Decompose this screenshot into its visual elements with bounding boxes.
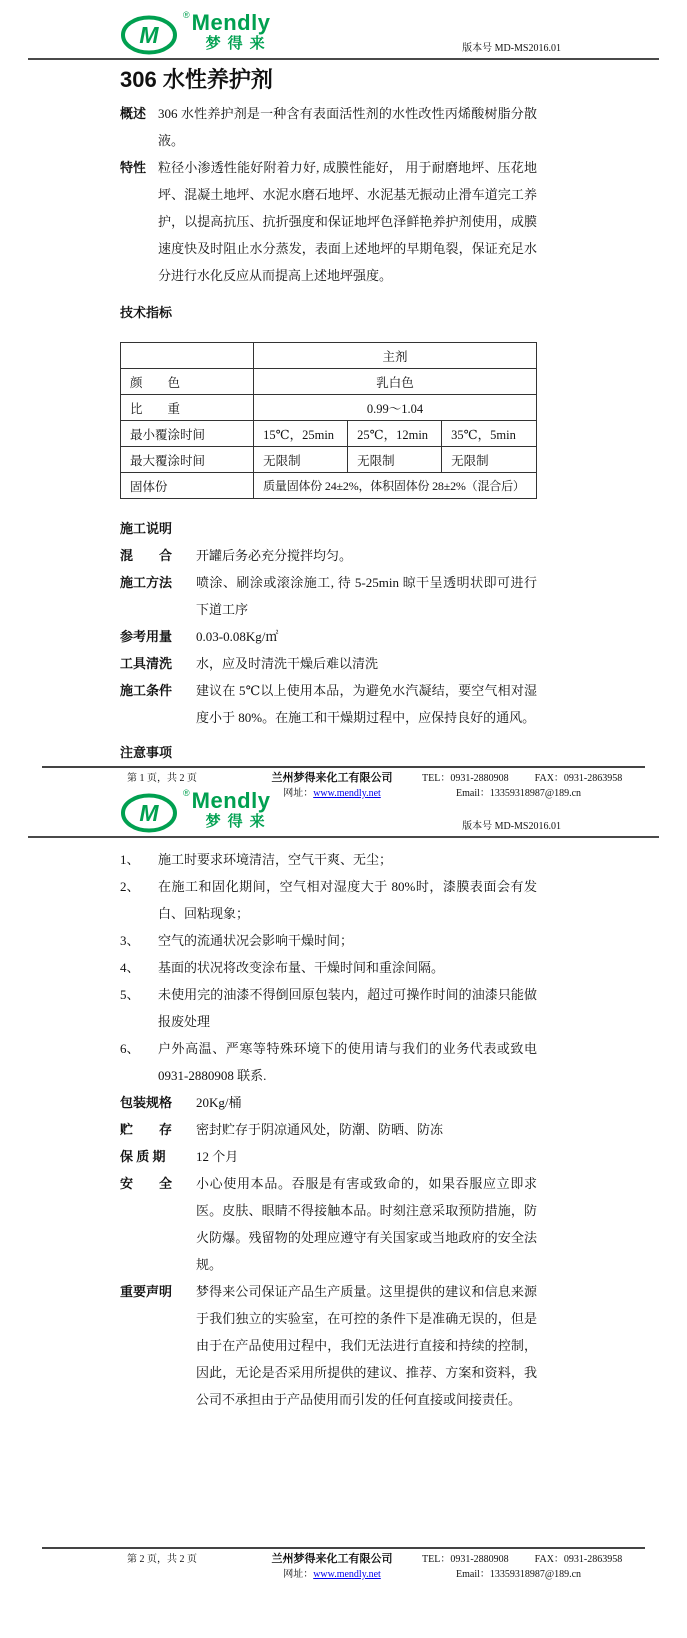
item-number: 1、 <box>120 852 140 867</box>
cell-gravity-value: 0.99～1.04 <box>254 395 537 421</box>
brand-name-en: Mendly <box>191 10 271 35</box>
brand-logo <box>120 12 659 56</box>
item-text: 空气的流通状况会影响干燥时间； <box>158 933 354 948</box>
row-label: 安 全 <box>120 1176 173 1191</box>
cell-max-recoat-35: 无限制 <box>442 447 537 473</box>
version-label: 版本号 MD-MS2016.01 <box>462 43 561 54</box>
tel-number: TEL：0931-2880908 <box>422 773 509 784</box>
row-text: 开罐后务必充分搅拌均匀。 <box>196 548 353 563</box>
cell-main-agent: 主剂 <box>254 343 537 369</box>
email-address: Email：13359318987@189.cn <box>456 1569 582 1580</box>
row-text: 喷涂、刷涂或滚涂施工, 待 5-25min 晾干呈透明状即可进行下道工序 <box>196 575 537 617</box>
brand-logo <box>120 790 659 834</box>
registered-mark-icon: ® <box>183 788 190 798</box>
page-1 <box>0 0 687 799</box>
table-row-gravity <box>121 395 537 421</box>
row-label: 参考用量 <box>120 629 173 644</box>
item-number: 4、 <box>120 960 140 975</box>
page-number: 第 1 页，共 2 页 <box>127 773 197 784</box>
construction-row-conditions <box>120 677 537 731</box>
spec-table <box>120 342 537 499</box>
page1-header <box>28 0 659 60</box>
construction-row-dosage <box>120 623 537 650</box>
cell-max-recoat-15: 无限制 <box>254 447 348 473</box>
cell-color-label: 颜 色 <box>121 369 254 395</box>
construction-row-mix <box>120 542 537 569</box>
cell-color-value: 乳白色 <box>254 369 537 395</box>
item-number: 5、 <box>120 987 140 1002</box>
storage-row <box>120 1116 537 1143</box>
table-row-solids <box>121 473 537 499</box>
item-number: 6、 <box>120 1041 140 1056</box>
overview-label: 概述 <box>120 106 147 121</box>
page-number: 第 2 页，共 2 页 <box>127 1554 197 1565</box>
page-2 <box>0 778 687 1638</box>
row-text: 12 个月 <box>196 1149 239 1164</box>
cell-max-recoat-label: 最大覆涂时间 <box>121 447 254 473</box>
row-label: 重要声明 <box>120 1284 173 1299</box>
note-item-5 <box>120 981 537 1035</box>
registered-mark-icon: ® <box>183 10 190 20</box>
svg-text:M: M <box>139 22 159 48</box>
cell-empty <box>121 343 254 369</box>
cell-max-recoat-25: 无限制 <box>348 447 442 473</box>
item-number: 2、 <box>120 879 140 894</box>
svg-text:M: M <box>139 800 159 826</box>
tech-heading: 技术指标 <box>120 305 173 320</box>
features-label: 特性 <box>120 160 147 175</box>
page2-footer <box>42 1547 645 1582</box>
website-label: 网址： <box>283 1569 314 1580</box>
note-item-2 <box>120 873 537 927</box>
row-text: 小心使用本品。吞服是有害或致命的，如果吞服应立即求医。皮肤、眼睛不得接触本品。时刻注意采取预防措施，防火防爆。残留物的处理应遵守有关国家或当地政府的安全法规。 <box>196 1176 537 1272</box>
tel-number: TEL：0931-2880908 <box>422 1554 509 1565</box>
construction-heading: 施工说明 <box>120 521 173 536</box>
website-row <box>252 1567 412 1582</box>
features-row <box>120 154 537 289</box>
row-label: 施工方法 <box>120 575 173 590</box>
footer-company-block <box>252 1552 412 1582</box>
website-link[interactable]: www.mendly.net <box>313 788 381 799</box>
brand-text <box>192 790 272 829</box>
page-title: 306 水性养护剂 <box>120 67 273 92</box>
cell-min-recoat-label: 最小覆涂时间 <box>121 421 254 447</box>
features-text: 粒径小渗透性能好附着力好, 成膜性能好， 用于耐磨地坪、压花地坪、混凝土地坪、水泥水磨石地坪、水泥基无振动止滑车道完工养护，以提高抗压、抗折强度和保证地坪色泽鲜艳养护剂使用，成膜速度快及时阻止水分蒸发，表面上述地坪的早期龟裂，保证充足水分进行水化反应从而提高上述地坪强度。 <box>158 160 537 283</box>
row-text: 梦得来公司保证产品生产质量。这里提供的建议和信息来源于我们独立的实验室，在可控的条件下是准确无误的，但是由于在产品使用过程中，我们无法进行直接和持续的控制，因此，无论是否采用所提供的建议、推荐、方案和资料，我公司不承担由于产品使用而引发的任何直接或间接责任。 <box>196 1284 537 1407</box>
item-number: 3、 <box>120 933 140 948</box>
table-row-min-recoat <box>121 421 537 447</box>
website-label: 网址： <box>283 788 314 799</box>
version-label: 版本号 MD-MS2016.01 <box>462 821 561 832</box>
safety-row <box>120 1170 537 1278</box>
row-text: 建议在 5℃以上使用本品，为避免水汽凝结，要空气相对湿度小于 80%。在施工和干燥期过程中，应保持良好的通风。 <box>196 683 537 725</box>
table-row-color <box>121 369 537 395</box>
packing-row <box>120 1089 537 1116</box>
mendly-logo-icon <box>120 790 182 834</box>
table-row-max-recoat <box>121 447 537 473</box>
note-item-6 <box>120 1035 537 1089</box>
cell-min-recoat-25: 25℃，12min <box>348 421 442 447</box>
construction-row-method <box>120 569 537 623</box>
item-text: 基面的状况将改变涂布量、干燥时间和重涂间隔。 <box>158 960 445 975</box>
website-link[interactable]: www.mendly.net <box>313 1569 381 1580</box>
item-text: 施工时要求环境清洁，空气干爽、无尘； <box>158 852 393 867</box>
fax-number: FAX：0931-2863958 <box>534 1554 623 1565</box>
brand-name-en: Mendly <box>191 788 271 813</box>
row-text: 密封贮存于阴凉通风处，防潮、防晒、防冻 <box>196 1122 444 1137</box>
row-label: 施工条件 <box>120 683 173 698</box>
construction-row-cleaning <box>120 650 537 677</box>
note-item-3 <box>120 927 537 954</box>
cell-gravity-label: 比 重 <box>121 395 254 421</box>
cell-min-recoat-35: 35℃，5min <box>442 421 537 447</box>
company-name: 兰州梦得来化工有限公司 <box>271 772 393 784</box>
row-text: 20Kg/桶 <box>196 1095 242 1110</box>
table-row-header <box>121 343 537 369</box>
note-item-4 <box>120 954 537 981</box>
tel-fax-row <box>422 1552 645 1567</box>
company-name: 兰州梦得来化工有限公司 <box>271 1553 393 1565</box>
page1-content <box>120 60 537 766</box>
item-text: 未使用完的油漆不得倒回原包装内，超过可操作时间的油漆只能做报废处理 <box>158 987 537 1029</box>
footer-contact-block <box>412 1552 645 1582</box>
overview-row <box>120 100 537 154</box>
note-item-1 <box>120 846 537 873</box>
brand-name-cn: 梦得来 <box>205 35 272 52</box>
page2-header <box>28 778 659 838</box>
item-text: 在施工和固化期间，空气相对湿度大于 80%时，漆膜表面会有发白、回粘现象； <box>158 879 537 921</box>
fax-number: FAX：0931-2863958 <box>534 773 623 784</box>
notes-heading: 注意事项 <box>120 745 173 760</box>
disclaimer-row <box>120 1278 537 1413</box>
email-address: Email：13359318987@189.cn <box>456 788 582 799</box>
row-text: 0.03-0.08Kg/㎡ <box>196 629 279 644</box>
mendly-logo-icon <box>120 12 182 56</box>
row-label: 混 合 <box>120 548 173 563</box>
page2-content <box>120 846 537 1413</box>
row-label: 工具清洗 <box>120 656 173 671</box>
row-label: 贮 存 <box>120 1122 173 1137</box>
overview-text: 306 水性养护剂是一种含有表面活性剂的水性改性丙烯酸树脂分散液。 <box>158 106 537 148</box>
cell-min-recoat-15: 15℃，25min <box>254 421 348 447</box>
cell-solids-label: 固体份 <box>121 473 254 499</box>
shelf-life-row <box>120 1143 537 1170</box>
row-text: 水，应及时清洗干燥后难以清洗 <box>196 656 379 671</box>
cell-solids-value: 质量固体份 24±2%，体积固体份 28±2%（混合后） <box>254 473 537 499</box>
item-text: 户外高温、严寒等特殊环境下的使用请与我们的业务代表或致电 0931-2880908 联系. <box>158 1041 537 1083</box>
row-label: 包装规格 <box>120 1095 173 1110</box>
brand-name-cn: 梦得来 <box>205 813 272 830</box>
row-label: 保 质 期 <box>120 1149 166 1164</box>
brand-text <box>192 12 272 51</box>
